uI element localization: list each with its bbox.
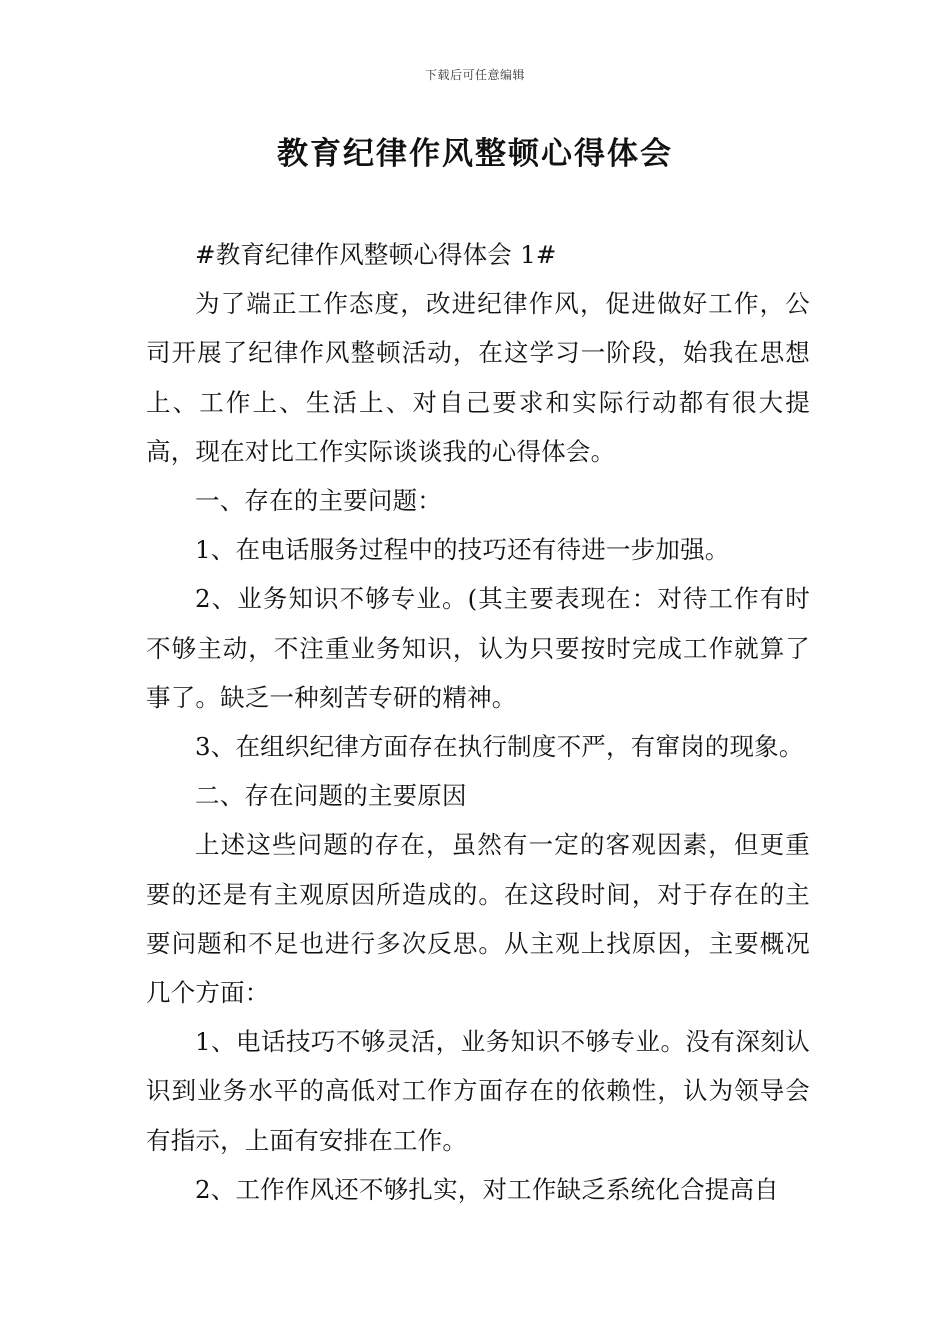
document-title: 教育纪律作风整顿心得体会 (277, 136, 673, 172)
problem-item-2: 2、业务知识不够专业。(其主要表现在：对待工作有时不够主动，不注重业务知识，认为只要按时完成工作就算了事了。缺乏一种刻苦专研的精神。 (146, 584, 810, 712)
intro-paragraph: 为了端正工作态度，改进纪律作风，促进做好工作，公司开展了纪律作风整顿活动，在这学习一阶段，始我在思想上、工作上、生活上、对自己要求和实际行动都有很大提高，现在对比工作实际谈谈我的心得体会。 (146, 289, 810, 466)
problem-item-3: 3、在组织纪律方面存在执行制度不严，有窜岗的现象。 (195, 732, 804, 762)
problems-heading: 一、存在的主要问题： (195, 486, 442, 516)
cause-item-1: 1、电话技巧不够灵活，业务知识不够专业。没有深刻认识到业务水平的高低对工作方面存在的依赖性，认为领导会有指示，上面有安排在工作。 (146, 1027, 810, 1155)
document-body (146, 230, 810, 1214)
cause-item-2: 2、工作作风还不够扎实，对工作缺乏系统化合提高自 (195, 1174, 779, 1204)
causes-paragraph: 上述这些问题的存在，虽然有一定的客观因素，但更重要的还是有主观原因所造成的。在这段时间，对于存在的主要问题和不足也进行多次反思。从主观上找原因，主要概况几个方面： (146, 830, 810, 1008)
section-heading-1: #教育纪律作风整顿心得体会 1# (195, 240, 557, 269)
causes-heading: 二、存在问题的主要原因 (195, 781, 467, 811)
header-note: 下载后可任意编辑 (424, 68, 525, 82)
problem-item-1: 1、在电话服务过程中的技巧还有待进一步加强。 (195, 535, 730, 565)
